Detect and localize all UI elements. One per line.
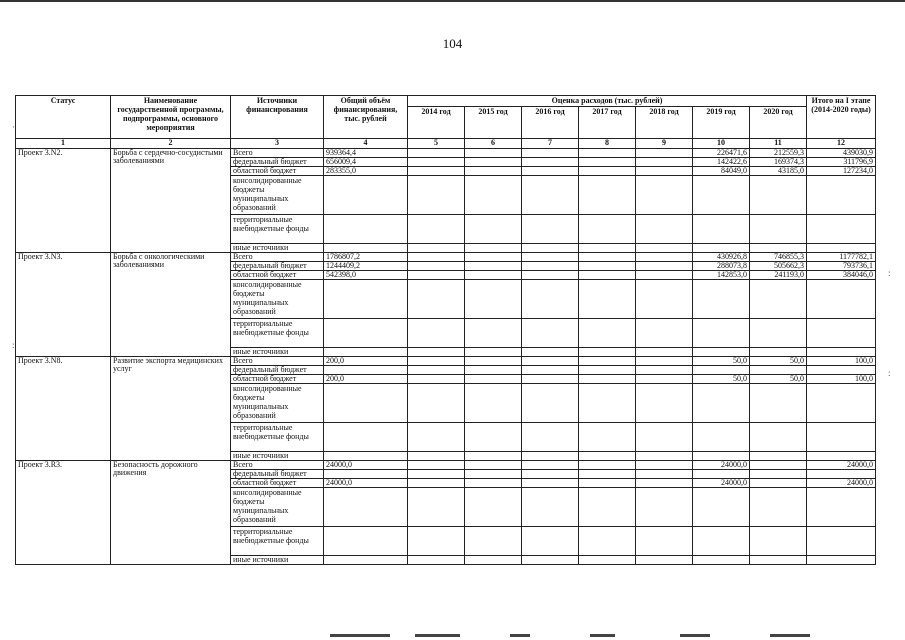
year-cell — [579, 271, 636, 280]
year-cell — [522, 348, 579, 357]
year-2019-cell — [693, 280, 750, 319]
source-label: федеральный бюджет — [231, 470, 324, 479]
year-2020-cell — [750, 479, 807, 488]
year-cell — [579, 479, 636, 488]
year-cell — [465, 176, 522, 215]
header-year: 2018 год — [636, 107, 693, 139]
itogo-cell — [807, 470, 876, 479]
year-cell — [636, 319, 693, 348]
source-label: Всего — [231, 253, 324, 262]
year-cell — [522, 366, 579, 375]
itogo-cell: 439030,9 — [807, 149, 876, 158]
project-status: Проект 3.N2. — [16, 149, 111, 253]
year-cell — [465, 366, 522, 375]
year-2019-cell — [693, 527, 750, 556]
table-row — [16, 253, 876, 262]
year-cell — [636, 262, 693, 271]
year-cell — [579, 470, 636, 479]
year-cell — [636, 244, 693, 253]
year-2019-cell — [693, 244, 750, 253]
total-cell — [324, 244, 408, 253]
header-estimate: Оценка расходов (тыс. рублей) — [408, 96, 807, 107]
source-label: областной бюджет — [231, 271, 324, 280]
itogo-cell — [807, 280, 876, 319]
total-cell: 1786807,2 — [324, 253, 408, 262]
total-cell: 283355,0 — [324, 167, 408, 176]
project-name: Борьба с сердечно-сосудистыми заболеваниями — [111, 149, 231, 253]
year-2020-cell — [750, 366, 807, 375]
year-2019-cell — [693, 452, 750, 461]
year-2019-cell — [693, 176, 750, 215]
year-cell — [465, 527, 522, 556]
itogo-cell — [807, 319, 876, 348]
year-cell — [408, 149, 465, 158]
page-number: 104 — [442, 36, 463, 51]
year-cell — [579, 375, 636, 384]
itogo-cell: 100,0 — [807, 375, 876, 384]
column-number: 11 — [750, 139, 807, 149]
table-row — [16, 149, 876, 158]
year-cell — [579, 280, 636, 319]
year-2019-cell — [693, 319, 750, 348]
year-cell — [408, 158, 465, 167]
itogo-cell — [807, 348, 876, 357]
year-cell — [522, 470, 579, 479]
header-year: 2020 год — [750, 107, 807, 139]
year-cell — [465, 348, 522, 357]
year-2020-cell: 212559,3 — [750, 149, 807, 158]
year-cell — [579, 488, 636, 527]
source-label: областной бюджет — [231, 479, 324, 488]
source-label: иные источники — [231, 348, 324, 357]
project-name: Борьба с онкологическими заболеваниями — [111, 253, 231, 357]
total-cell — [324, 527, 408, 556]
scan-mark: : — [888, 368, 891, 378]
total-cell: 656009,4 — [324, 158, 408, 167]
year-cell — [408, 176, 465, 215]
year-cell — [522, 167, 579, 176]
year-cell — [408, 262, 465, 271]
year-cell — [579, 167, 636, 176]
year-cell — [522, 452, 579, 461]
year-cell — [636, 158, 693, 167]
total-cell — [324, 366, 408, 375]
column-number: 7 — [522, 139, 579, 149]
year-cell — [636, 461, 693, 470]
year-cell — [636, 488, 693, 527]
source-label: консолидированные бюджеты муниципальных образований — [231, 488, 324, 527]
total-cell: 542398,0 — [324, 271, 408, 280]
year-2019-cell — [693, 488, 750, 527]
year-2020-cell: 50,0 — [750, 357, 807, 366]
project-status: Проект 3.R3. — [16, 461, 111, 565]
year-cell — [408, 470, 465, 479]
year-2019-cell: 288073,8 — [693, 262, 750, 271]
itogo-cell — [807, 527, 876, 556]
year-cell — [522, 244, 579, 253]
year-2020-cell — [750, 215, 807, 244]
year-cell — [408, 452, 465, 461]
year-cell — [579, 176, 636, 215]
year-cell — [636, 149, 693, 158]
year-2020-cell — [750, 527, 807, 556]
year-cell — [636, 479, 693, 488]
total-cell — [324, 556, 408, 565]
year-cell — [579, 461, 636, 470]
header-year: 2014 год — [408, 107, 465, 139]
year-2020-cell — [750, 452, 807, 461]
year-2020-cell: 169374,3 — [750, 158, 807, 167]
year-cell — [579, 319, 636, 348]
itogo-cell: 127234,0 — [807, 167, 876, 176]
year-cell — [522, 149, 579, 158]
year-cell — [636, 384, 693, 423]
year-cell — [522, 253, 579, 262]
year-cell — [408, 461, 465, 470]
itogo-cell: 793736,1 — [807, 262, 876, 271]
total-cell: 200,0 — [324, 375, 408, 384]
source-label: иные источники — [231, 244, 324, 253]
year-2019-cell: 84049,0 — [693, 167, 750, 176]
year-cell — [408, 556, 465, 565]
year-cell — [408, 271, 465, 280]
project-name: Безопасность дорожного движения — [111, 461, 231, 565]
total-cell: 1244409,2 — [324, 262, 408, 271]
year-cell — [636, 423, 693, 452]
year-cell — [636, 280, 693, 319]
year-2019-cell — [693, 215, 750, 244]
year-cell — [636, 176, 693, 215]
year-cell — [465, 158, 522, 167]
year-cell — [465, 244, 522, 253]
total-cell — [324, 452, 408, 461]
source-label: территориальные внебюджетные фонды — [231, 215, 324, 244]
itogo-cell — [807, 384, 876, 423]
itogo-cell: 1177782,1 — [807, 253, 876, 262]
year-cell — [522, 215, 579, 244]
column-number: 12 — [807, 139, 876, 149]
year-2019-cell — [693, 348, 750, 357]
total-cell — [324, 488, 408, 527]
year-cell — [522, 556, 579, 565]
year-cell — [408, 319, 465, 348]
year-cell — [465, 479, 522, 488]
year-cell — [408, 253, 465, 262]
year-cell — [465, 384, 522, 423]
year-cell — [465, 319, 522, 348]
source-label: территориальные внебюджетные фонды — [231, 527, 324, 556]
itogo-cell — [807, 215, 876, 244]
year-2020-cell — [750, 348, 807, 357]
total-cell: 24000,0 — [324, 479, 408, 488]
scan-mark: : — [888, 268, 891, 278]
year-2020-cell: 43185,0 — [750, 167, 807, 176]
table-row — [16, 461, 876, 470]
total-cell — [324, 176, 408, 215]
total-cell — [324, 423, 408, 452]
source-label: Всего — [231, 149, 324, 158]
year-cell — [522, 262, 579, 271]
source-label: областной бюджет — [231, 167, 324, 176]
header-year: 2019 год — [693, 107, 750, 139]
year-cell — [522, 488, 579, 527]
source-label: консолидированные бюджеты муниципальных образований — [231, 176, 324, 215]
year-cell — [465, 262, 522, 271]
itogo-cell — [807, 176, 876, 215]
year-2020-cell: 241193,0 — [750, 271, 807, 280]
itogo-cell: 384046,0 — [807, 271, 876, 280]
year-cell — [579, 384, 636, 423]
header-program-name: Наименование государственной программы, подпрограммы, основного мероприятия — [111, 96, 231, 139]
year-cell — [522, 423, 579, 452]
scan-mark: · — [12, 122, 15, 132]
year-cell — [408, 488, 465, 527]
year-cell — [465, 149, 522, 158]
column-number: 6 — [465, 139, 522, 149]
year-2020-cell — [750, 280, 807, 319]
header-sources: Источники финансирования — [231, 96, 324, 139]
year-cell — [579, 527, 636, 556]
total-cell — [324, 384, 408, 423]
year-cell — [636, 470, 693, 479]
year-2020-cell: 746855,3 — [750, 253, 807, 262]
column-number: 1 — [16, 139, 111, 149]
year-cell — [408, 215, 465, 244]
year-cell — [408, 384, 465, 423]
column-number: 10 — [693, 139, 750, 149]
source-label: территориальные внебюджетные фонды — [231, 319, 324, 348]
year-2019-cell — [693, 366, 750, 375]
column-number: 5 — [408, 139, 465, 149]
year-cell — [408, 280, 465, 319]
year-cell — [636, 366, 693, 375]
year-cell — [522, 319, 579, 348]
project-status: Проект 3.N8. — [16, 357, 111, 461]
source-label: территориальные внебюджетные фонды — [231, 423, 324, 452]
year-2019-cell: 24000,0 — [693, 461, 750, 470]
header-itogo: Итого на I этапе (2014-2020 годы) — [807, 96, 876, 139]
budget-table — [15, 95, 876, 565]
total-cell — [324, 280, 408, 319]
year-cell — [636, 167, 693, 176]
year-cell — [408, 357, 465, 366]
source-label: федеральный бюджет — [231, 158, 324, 167]
year-cell — [636, 215, 693, 244]
source-label: Всего — [231, 461, 324, 470]
total-cell — [324, 319, 408, 348]
year-2020-cell — [750, 244, 807, 253]
column-number: 2 — [111, 139, 231, 149]
year-cell — [408, 375, 465, 384]
year-cell — [465, 215, 522, 244]
source-label: иные источники — [231, 452, 324, 461]
total-cell: 24000,0 — [324, 461, 408, 470]
source-label: консолидированные бюджеты муниципальных образований — [231, 384, 324, 423]
year-cell — [465, 452, 522, 461]
year-cell — [636, 556, 693, 565]
year-cell — [408, 423, 465, 452]
year-cell — [465, 423, 522, 452]
itogo-cell: 311796,9 — [807, 158, 876, 167]
year-cell — [522, 158, 579, 167]
year-cell — [579, 348, 636, 357]
itogo-cell — [807, 366, 876, 375]
year-cell — [579, 423, 636, 452]
year-cell — [636, 375, 693, 384]
source-label: федеральный бюджет — [231, 262, 324, 271]
project-status: Проект 3.N3. — [16, 253, 111, 357]
year-cell — [465, 271, 522, 280]
year-cell — [465, 488, 522, 527]
header-year: 2017 год — [579, 107, 636, 139]
year-2020-cell: 50,0 — [750, 375, 807, 384]
total-cell — [324, 215, 408, 244]
project-name: Развитие экспорта медицинских услуг — [111, 357, 231, 461]
year-2020-cell — [750, 470, 807, 479]
column-number: 4 — [324, 139, 408, 149]
year-cell — [579, 158, 636, 167]
year-2019-cell: 142422,6 — [693, 158, 750, 167]
itogo-cell — [807, 423, 876, 452]
year-cell — [636, 271, 693, 280]
total-cell — [324, 348, 408, 357]
year-cell — [579, 253, 636, 262]
year-cell — [465, 357, 522, 366]
year-cell — [579, 366, 636, 375]
year-cell — [636, 452, 693, 461]
year-cell — [465, 167, 522, 176]
source-label: федеральный бюджет — [231, 366, 324, 375]
year-cell — [465, 556, 522, 565]
year-cell — [522, 527, 579, 556]
year-cell — [579, 262, 636, 271]
year-cell — [636, 253, 693, 262]
year-cell — [579, 215, 636, 244]
year-2019-cell: 50,0 — [693, 375, 750, 384]
year-2020-cell — [750, 176, 807, 215]
year-2020-cell: 505662,3 — [750, 262, 807, 271]
year-cell — [465, 253, 522, 262]
year-cell — [579, 357, 636, 366]
column-number: 8 — [579, 139, 636, 149]
year-2020-cell — [750, 461, 807, 470]
total-cell — [324, 470, 408, 479]
year-2019-cell: 226471,6 — [693, 149, 750, 158]
scan-mark: : — [12, 340, 15, 350]
itogo-cell — [807, 556, 876, 565]
year-2019-cell: 50,0 — [693, 357, 750, 366]
year-cell — [522, 479, 579, 488]
year-2019-cell — [693, 556, 750, 565]
year-2020-cell — [750, 423, 807, 452]
year-cell — [465, 461, 522, 470]
year-2020-cell — [750, 488, 807, 527]
itogo-cell — [807, 452, 876, 461]
year-2020-cell — [750, 384, 807, 423]
year-cell — [636, 357, 693, 366]
year-2019-cell — [693, 384, 750, 423]
table-body — [16, 149, 876, 565]
year-cell — [408, 244, 465, 253]
year-cell — [408, 366, 465, 375]
itogo-cell: 24000,0 — [807, 479, 876, 488]
itogo-cell: 24000,0 — [807, 461, 876, 470]
table-row — [16, 357, 876, 366]
year-2019-cell: 430926,8 — [693, 253, 750, 262]
total-cell: 939364,4 — [324, 149, 408, 158]
year-cell — [579, 244, 636, 253]
year-2019-cell — [693, 470, 750, 479]
source-label: Всего — [231, 357, 324, 366]
year-2020-cell — [750, 556, 807, 565]
source-label: консолидированные бюджеты муниципальных образований — [231, 280, 324, 319]
year-cell — [636, 348, 693, 357]
year-cell — [522, 384, 579, 423]
page-bottom-edge — [300, 634, 900, 640]
year-cell — [636, 527, 693, 556]
year-cell — [579, 556, 636, 565]
itogo-cell — [807, 244, 876, 253]
header-status: Статус — [16, 96, 111, 139]
itogo-cell — [807, 488, 876, 527]
year-2020-cell — [750, 319, 807, 348]
column-number: 3 — [231, 139, 324, 149]
year-2019-cell: 142853,0 — [693, 271, 750, 280]
year-cell — [465, 470, 522, 479]
year-2019-cell — [693, 423, 750, 452]
itogo-cell: 100,0 — [807, 357, 876, 366]
year-cell — [408, 348, 465, 357]
header-total: Общий объём финансирования, тыс. рублей — [324, 96, 408, 139]
year-cell — [522, 461, 579, 470]
total-cell: 200,0 — [324, 357, 408, 366]
source-label: областной бюджет — [231, 375, 324, 384]
year-cell — [522, 357, 579, 366]
header-year: 2015 год — [465, 107, 522, 139]
year-2019-cell: 24000,0 — [693, 479, 750, 488]
year-cell — [522, 280, 579, 319]
year-cell — [522, 271, 579, 280]
year-cell — [465, 375, 522, 384]
year-cell — [522, 176, 579, 215]
year-cell — [408, 167, 465, 176]
header-year: 2016 год — [522, 107, 579, 139]
year-cell — [408, 527, 465, 556]
year-cell — [522, 375, 579, 384]
column-number: 9 — [636, 139, 693, 149]
source-label: иные источники — [231, 556, 324, 565]
year-cell — [579, 149, 636, 158]
page-top-edge — [0, 0, 905, 2]
year-cell — [465, 280, 522, 319]
year-cell — [408, 479, 465, 488]
year-cell — [579, 452, 636, 461]
